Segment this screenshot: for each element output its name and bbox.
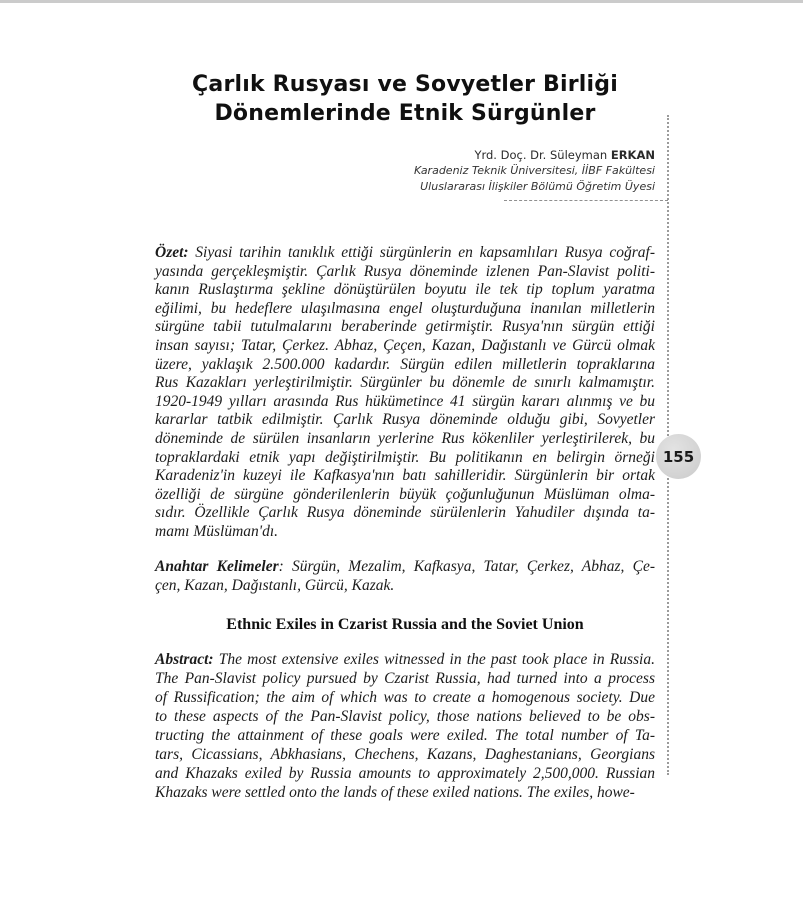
ozet-last-line: mamı Müslüman'dı.	[155, 522, 279, 540]
ozet-line: üzere, yaklaşık 2.500.000 kadardır. Sürgün edilen milletlerin topraklarına	[155, 355, 655, 373]
author-block-dashed-underline	[504, 200, 668, 201]
keywords-line: : Sürgün, Mezalim, Kafkasya, Tatar, Çerkez, Abhaz, Çe-	[278, 558, 655, 575]
ozet-line: Siyasi tarihin tanıklık ettiği sürgünlerin en kapsamlıları Rusya coğraf-	[188, 244, 655, 261]
ozet-line: yasında gerçekleşmiştir. Çarlık Rusya döneminde izlenen Pan-Slavist politi-	[155, 262, 655, 280]
ozet-line: 1920-1949 yılları arasında Rus hükümetince 41 sürgün kararı alınmış ve bu	[155, 392, 655, 410]
ozet-line: Rus Kazakları yerleştirilmiştir. Sürgünler bu dönemle de sınırlı kalmamıştır.	[155, 374, 655, 392]
abstract-last-line: Khazaks were settled onto the lands of these exiled nations. The exiles, howe-	[155, 784, 635, 801]
abstract-line: tars, Cicassians, Abkhasians, Chechens, Kazans, Daghestanians, Georgians	[155, 746, 655, 763]
author-block	[255, 147, 655, 195]
author-affiliation-1: Karadeniz Teknik Üniversitesi, İİBF Fakültesi	[414, 164, 655, 177]
ozet-line: topraklardaki etnik yapı değiştirilmiştir. Bu politikanın en belirgin örneği	[155, 448, 655, 466]
ozet-first-line	[155, 244, 655, 263]
ozet-line: kararlar tatbik edilmiştir. Çarlık Rusya döneminde olduğu gibi, Sovyetler	[155, 411, 655, 429]
author-surname: ERKAN	[610, 148, 655, 162]
english-section-heading: Ethnic Exiles in Czarist Russia and the Soviet Union	[226, 616, 584, 633]
keywords-first-line	[155, 558, 655, 577]
ozet-line: sürgüne tabii tutulmalarını beraberinde getirmiştir. Rusya'nın sürgün ettiği	[155, 318, 655, 336]
article-title-line2: Dönemlerinde Etnik Sürgünler	[214, 101, 596, 126]
ozet-line: eğilimi, bu hedeflere ulaşılmasına engel oluşturduğuna inanılan milletlerin	[155, 299, 655, 317]
abstract-line: of Russification; the aim of which was to create a homogenous society. Due	[155, 689, 655, 706]
abstract-line: tructing the attainment of these goals were exiled. The total number of Ta-	[155, 727, 655, 744]
author-name-line	[255, 147, 655, 163]
ozet-label: Özet:	[155, 244, 189, 261]
abstract-line: to these aspects of the Pan-Slavist policy, those nations believed to be obs-	[155, 708, 655, 725]
ozet-line: Karadeniz'in kuzeyi ile Kafkasya'nın batı sahilleridir. Sürgünlerin bir ortak	[155, 467, 655, 485]
ozet-line: kanın Ruslaştırma şekline dönüştürülen boyutu ile tek tip toplum yaratma	[155, 281, 655, 299]
author-name-prefix: Yrd. Doç. Dr. Süleyman	[474, 148, 611, 162]
keywords-last-line: çen, Kazan, Dağıstanlı, Gürcü, Kazak.	[155, 576, 395, 594]
page-number-badge: 155	[656, 434, 701, 479]
abstract-line: The most extensive exiles witnessed in the past took place in Russia.	[213, 651, 655, 668]
ozet-paragraph	[155, 244, 655, 542]
abstract-paragraph	[155, 650, 655, 802]
abstract-line: The Pan-Slavist policy pursued by Czarist Russia, had turned into a process	[155, 670, 655, 687]
ozet-line: döneminde de sürülen insanların yerlerine Rus kökenliler yerleştirilerek, bu	[155, 429, 655, 447]
abstract-first-line	[155, 650, 655, 669]
abstract-line: and Khazaks exiled by Russia amounts to approximately 2,500,000. Russian	[155, 765, 655, 782]
ozet-line: sıdır. Özellikle Çarlık Rusya döneminde sürülenlerin Yahudiler dışında ta-	[155, 504, 655, 522]
ozet-line: insan sayısı; Tatar, Çerkez. Abhaz, Çeçen, Kazan, Dağıstanlı ve Gürcü olmak	[155, 336, 655, 354]
article-title-line1: Çarlık Rusyası ve Sovyetler Birliği	[192, 72, 618, 97]
author-affiliation-2: Uluslararası İlişkiler Bölümü Öğretim Üyesi	[420, 180, 655, 193]
abstract-label: Abstract:	[155, 651, 214, 668]
page-top-rule	[0, 0, 803, 3]
keywords-label: Anahtar Kelimeler	[155, 558, 279, 575]
ozet-line: özelliği de sürgüne gönderilenlerin büyük çoğunluğunun Müslüman olma-	[155, 485, 655, 503]
keywords-paragraph	[155, 558, 655, 595]
article-title	[155, 70, 655, 128]
